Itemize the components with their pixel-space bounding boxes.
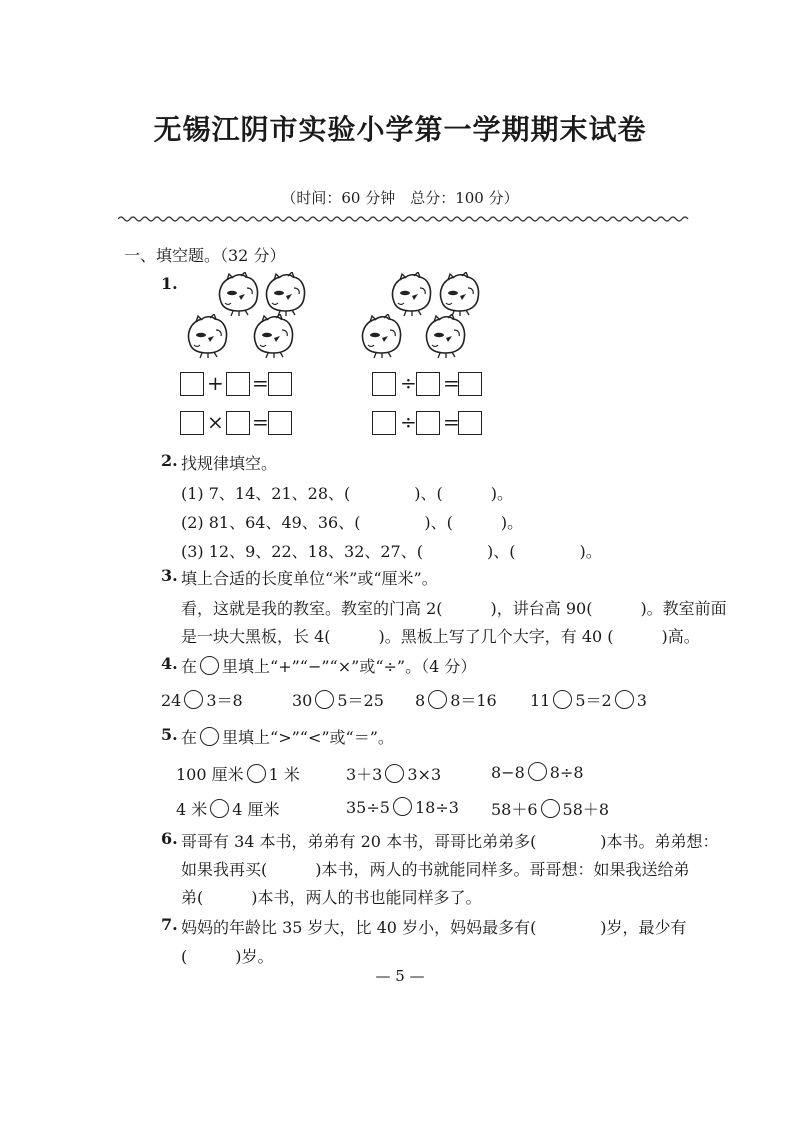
answer-box[interactable] [372, 411, 396, 435]
operator: = [252, 371, 269, 395]
answer-circle[interactable] [385, 764, 404, 783]
answer-circle[interactable] [615, 690, 634, 709]
comparison [176, 762, 300, 785]
section-heading: 一、填空题。（32 分） [124, 246, 286, 265]
answer-box[interactable] [226, 411, 250, 435]
answer-box[interactable] [268, 411, 292, 435]
question-text: 是一块大黑板，长 4( )。黑板上写了几个大字，有 40 ( )高。 [181, 627, 700, 646]
operand: 35÷5 [346, 798, 390, 817]
question-text: 看，这就是我的教室。教室的门高 2( )，讲台高 90( )。教室前面 [181, 599, 727, 618]
answer-box[interactable] [458, 372, 482, 396]
operand: 3 [636, 691, 647, 710]
question-text: 如果我再买( )本书，两人的书就能同样多。哥哥想：如果我送给弟 [181, 860, 690, 879]
comparison [346, 797, 459, 817]
circle-blank [200, 656, 219, 675]
operator: ÷ [400, 410, 417, 434]
sequence-line: (3) 12、9、22、18、32、27、( )、( )。 [181, 542, 602, 561]
chick-illustration [250, 314, 294, 360]
operand: 18÷3 [414, 798, 459, 817]
operand: 4 厘米 [232, 800, 280, 819]
expression [415, 688, 497, 711]
answer-box[interactable] [416, 411, 440, 435]
chick-illustration [422, 314, 466, 360]
answer-circle[interactable] [184, 690, 203, 709]
page-number: — 5 — [375, 967, 425, 985]
exam-subtitle: （时间：60 分钟 总分：100 分） [281, 189, 519, 207]
answer-box[interactable] [180, 411, 204, 435]
operand: 8−8 [491, 763, 525, 782]
wavy-divider [118, 214, 692, 224]
question-text: 妈妈的年龄比 35 岁大，比 40 岁小，妈妈最多有( )岁，最少有 [181, 918, 687, 937]
comparison [176, 797, 280, 820]
operator: ÷ [400, 371, 417, 395]
operand: 58＋8 [562, 800, 610, 819]
operator: + [207, 371, 224, 395]
operand: 100 厘米 [176, 765, 244, 784]
answer-box[interactable] [180, 372, 204, 396]
chick-illustration [358, 314, 402, 360]
question-number: 5. [161, 725, 178, 744]
question-text-part: 里填上“>”“<”或“＝”。 [222, 728, 394, 747]
operator: = [443, 410, 460, 434]
answer-circle[interactable] [541, 799, 560, 818]
answer-circle[interactable] [528, 762, 547, 781]
question-text-part: 里填上“+”“−”“×”或“÷”。（4 分） [222, 657, 477, 676]
answer-circle[interactable] [315, 690, 334, 709]
answer-circle[interactable] [247, 764, 266, 783]
comparison [491, 797, 609, 820]
operand: 11 [530, 691, 551, 710]
circle-blank [200, 727, 219, 746]
comparison [491, 762, 584, 782]
question-text: ( )岁。 [181, 947, 274, 966]
answer-box[interactable] [268, 372, 292, 396]
question-text [181, 725, 394, 748]
chick-illustration [184, 314, 228, 360]
operand: 3×3 [407, 765, 442, 784]
operand: 24 [161, 691, 182, 710]
expression [530, 688, 647, 711]
operand: 5＝2 [575, 691, 612, 710]
operator: × [207, 410, 224, 434]
question-number: 1. [161, 274, 178, 293]
chick-illustration [215, 272, 259, 318]
expression [292, 688, 384, 711]
answer-box[interactable] [458, 411, 482, 435]
chick-illustration [262, 272, 306, 318]
question-number: 6. [161, 829, 178, 848]
question-text: 哥哥有 34 本书，弟弟有 20 本书，哥哥比弟弟多( )本书。弟弟想： [181, 832, 719, 851]
operator: = [443, 371, 460, 395]
expression [161, 688, 243, 711]
answer-circle[interactable] [393, 797, 412, 816]
question-text: 填上合适的长度单位“米”或“厘米”。 [181, 569, 438, 588]
answer-circle[interactable] [553, 690, 572, 709]
question-number: 3. [161, 566, 178, 585]
answer-circle[interactable] [210, 799, 229, 818]
operand: 3＋3 [346, 765, 383, 784]
answer-box[interactable] [372, 372, 396, 396]
operand: 3＝8 [206, 691, 243, 710]
operand: 5＝25 [337, 691, 384, 710]
comparison [346, 762, 441, 785]
operand: 1 米 [268, 765, 300, 784]
question-number: 4. [161, 654, 178, 673]
exam-title: 无锡江阴市实验小学第一学期期末试卷 [153, 113, 647, 146]
question-number: 2. [161, 451, 178, 470]
chick-illustration [436, 272, 480, 318]
operand: 8÷8 [549, 763, 584, 782]
answer-box[interactable] [416, 372, 440, 396]
operand: 30 [292, 691, 313, 710]
question-text-part: 在 [181, 728, 198, 747]
question-number: 7. [161, 915, 178, 934]
sequence-line: (2) 81、64、49、36、( )、( )。 [181, 513, 524, 532]
question-text-part: 在 [181, 657, 198, 676]
operand: 8 [415, 691, 426, 710]
question-text [181, 654, 476, 677]
operator: = [252, 410, 269, 434]
answer-circle[interactable] [428, 690, 447, 709]
operand: 4 米 [176, 800, 208, 819]
answer-box[interactable] [226, 372, 250, 396]
operand: 8＝16 [450, 691, 497, 710]
question-text: 找规律填空。 [181, 454, 278, 473]
operand: 58＋6 [491, 800, 538, 819]
chick-illustration [388, 272, 432, 318]
question-text: 弟( )本书，两人的书也能同样多了。 [181, 888, 482, 907]
sequence-line: (1) 7、14、21、28、( )、( )。 [181, 484, 513, 503]
